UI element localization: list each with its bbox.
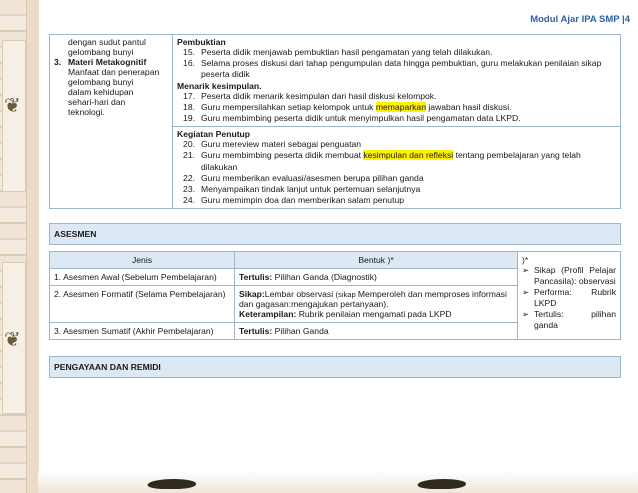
column-header-jenis: Jenis: [50, 252, 235, 269]
jenis-cell: 1. Asesmen Awal (Sebelum Pembelajaran): [50, 269, 235, 286]
metakognitif-line: Manfaat dan penerapan: [68, 67, 160, 77]
step-item: 15. Peserta didik menjawab pembuktian hasil pengamatan yang telah dilakukan.: [183, 47, 493, 57]
notes-item: ➢ Sikap (Profil Pelajar Pancasila): observasi: [522, 265, 616, 287]
arrow-bullet-icon: ➢: [522, 287, 530, 298]
metakognitif-line: dalam kehidupan: [68, 87, 134, 97]
bentuk-cell: Tertulis: Pilihan Ganda (Diagnostik): [235, 269, 518, 286]
metakognitif-pre-line: dengan sudut pantul: [68, 37, 146, 47]
fern-icon: ❦: [4, 329, 21, 351]
metakognitif-title: Materi Metakognitif: [68, 57, 147, 67]
decorative-left-border: [0, 0, 38, 493]
pembuktian-heading: Pembuktian: [177, 37, 226, 47]
page-header: Modul Ajar IPA SMP |4: [530, 14, 630, 25]
asesmen-section-title: ASESMEN: [49, 223, 621, 245]
step-item: 20. Guru mereview materi sebagai penguatan: [183, 139, 362, 150]
metakognitif-pre-line: gelombang bunyi: [68, 47, 134, 57]
asesmen-table: [49, 251, 621, 340]
step-item: 22. Guru memberikan evaluasi/asesmen berupa pilihan ganda: [183, 172, 424, 183]
highlighted-text: kesimpulan dan refleksi: [363, 150, 454, 161]
jenis-cell: 3. Asesmen Sumatif (Akhir Pembelajaran): [50, 323, 235, 340]
metakognitif-cell: [50, 35, 173, 209]
step-item: 19. Guru membimbing peserta didik untuk menyimpulkan hasil pengamatan data LKPD.: [183, 113, 521, 124]
arrow-bullet-icon: ➢: [522, 265, 530, 276]
metakognitif-line: teknologi.: [68, 107, 105, 117]
metakognitif-line: gelombang bunyi: [68, 77, 134, 87]
penutup-heading: Kegiatan Penutup: [177, 129, 251, 140]
kegiatan-table: [49, 34, 621, 209]
notes-head: )*: [522, 255, 529, 266]
step-item: 23. Menyampaikan tindak lanjut untuk pertemuan selanjutnya: [183, 184, 421, 195]
asesmen-notes-cell: [518, 252, 621, 340]
column-header-bentuk: Bentuk )*: [235, 252, 518, 269]
arrow-bullet-icon: ➢: [522, 309, 530, 320]
step-item: 24. Guru memimpin doa dan memberikan salam penutup: [183, 195, 405, 206]
document-body: [49, 34, 621, 378]
step-item: 18. Guru mempersilahkan setiap kelompok untuk memaparkan jawaban hasil diskusi.: [183, 101, 512, 112]
notes-item: ➢ Tertulis: pilihan ganda: [522, 309, 616, 331]
decorative-bottom-border: [38, 471, 638, 493]
notes-item: ➢ Performa: Rubrik LKPD: [522, 287, 616, 309]
pembuktian-cell: [173, 35, 621, 127]
remidi-section-title: PENGAYAAN DAN REMIDI: [49, 356, 621, 378]
penutup-cell: [173, 127, 621, 209]
kesimpulan-heading: Menarik kesimpulan.: [177, 80, 262, 91]
highlighted-text: memaparkan: [375, 101, 426, 112]
step-item: 16. Selama proses diskusi dari tahap pengumpulan data hingga pembuktian, guru melakukan penilaian sikap peserta didik: [183, 58, 602, 80]
fern-icon: ❦: [4, 95, 21, 117]
bentuk-cell: Tertulis: Pilihan Ganda: [235, 323, 518, 340]
step-item: 17. Peserta didik menarik kesimpulan dari hasil diskusi kelompok.: [183, 90, 437, 101]
metakognitif-number: 3.: [54, 57, 62, 67]
jenis-cell: 2. Asesmen Formatif (Selama Pembelajaran): [50, 286, 235, 323]
metakognitif-line: sehari-hari dan: [68, 97, 126, 107]
step-item: 21. Guru membimbing peserta didik membuat kesimpulan dan refleksi tentang pembelajaran yang telah dilakukan: [183, 150, 581, 172]
bentuk-cell: Sikap:Lembar observasi (sikap Memperoleh dan memproses informasi dan gagasan:mengajukan pertanyaan). Keterampilan: Rubrik penilaian mengamati pada LKPD: [235, 286, 518, 323]
